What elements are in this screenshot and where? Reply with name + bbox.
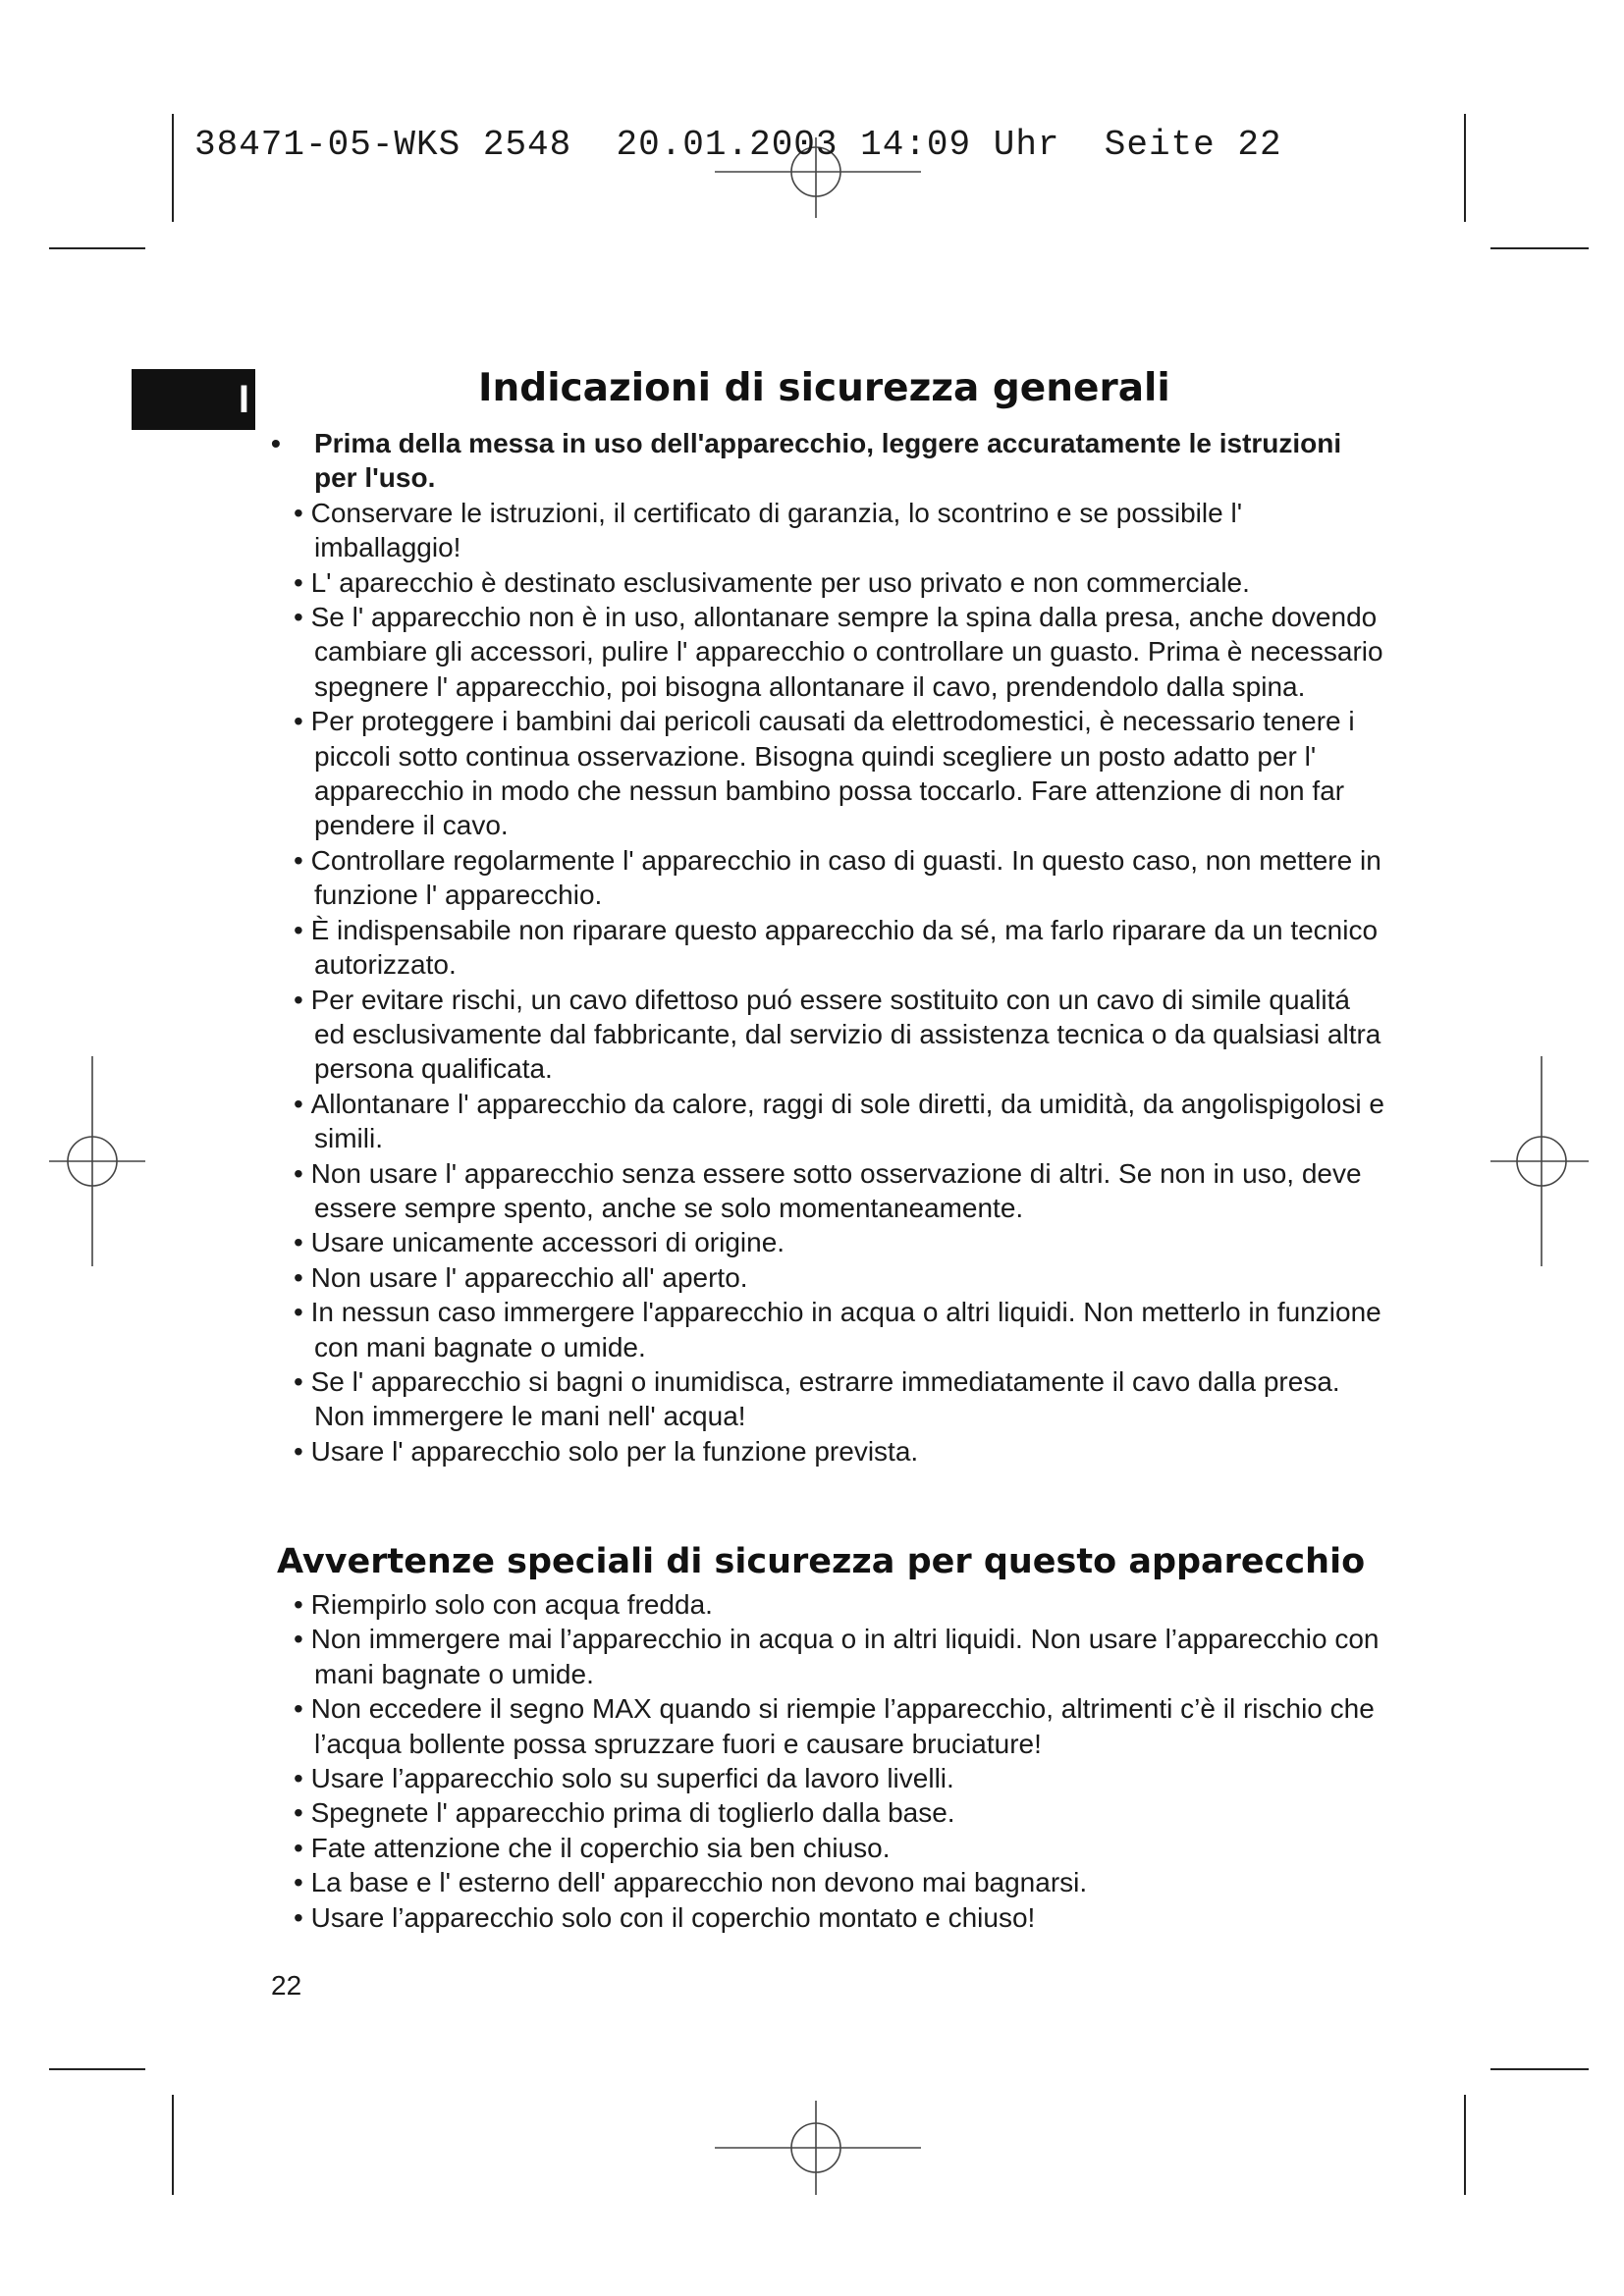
print-slug-header: 38471-05-WKS 2548 20.01.2003 14:09 Uhr Seite 22 (194, 125, 1282, 165)
list-item: • Per proteggere i bambini dai pericoli causati da elettrodomestici, è necessario tenere i piccoli sotto continua osservazione. Bisogna quindi scegliere un posto adatto per l' apparecchio in modo che nessun bambino possa toccarlo. Fare attenzione di non far pendere il cavo. (271, 704, 1386, 843)
list-item: • È indispensabile non riparare questo apparecchio da sé, ma farlo riparare da un tecnico autorizzato. (271, 913, 1386, 983)
registration-mark-right (1490, 1056, 1589, 1266)
section-title-special-warnings: Avvertenze speciali di sicurezza per questo apparecchio (277, 1542, 1366, 1581)
list-item: • Riempirlo solo con acqua fredda. (271, 1587, 1386, 1622)
list-item: • Usare unicamente accessori di origine. (271, 1225, 1386, 1259)
list-item: • Prima della messa in uso dell'apparecchio, leggere accuratamente le istruzioni per l'uso. (271, 426, 1386, 496)
list-item: • Conservare le istruzioni, il certificato di garanzia, lo scontrino e se possibile l' imballaggio! (271, 496, 1386, 565)
general-safety-list (271, 426, 1386, 1468)
list-item: • Allontanare l' apparecchio da calore, raggi di sole diretti, da umidità, da angolispigolosi e simili. (271, 1087, 1386, 1156)
list-item: • Usare l' apparecchio solo per la funzione prevista. (271, 1434, 1386, 1468)
list-item: • Se l' apparecchio non è in uso, allontanare sempre la spina dalla presa, anche dovendo cambiare gli accessori, pulire l' apparecchio o controllare un guasto. Prima è necessario spegnere l' apparecchio, poi bisogna allontanare il cavo, prendendolo dalla spina. (271, 600, 1386, 704)
registration-mark-left (49, 1056, 145, 1266)
list-item: • In nessun caso immergere l'apparecchio in acqua o altri liquidi. Non metterlo in funzione con mani bagnate o umide. (271, 1295, 1386, 1364)
list-item: • Se l' apparecchio si bagni o inumidisca, estrarre immediatamente il cavo dalla presa. Non immergere le mani nell' acqua! (271, 1364, 1386, 1434)
list-item: • Controllare regolarmente l' apparecchio in caso di guasti. In questo caso, non mettere in funzione l' apparecchio. (271, 843, 1386, 913)
section-title-general-safety: Indicazioni di sicurezza generali (478, 366, 1170, 410)
language-tab: I (132, 369, 255, 430)
list-item: • Per evitare rischi, un cavo difettoso puó essere sostituito con un cavo di simile qualitá ed esclusivamente dal fabbricante, dal servizio di assistenza tecnica o da qualsiasi altra persona qualificata. (271, 983, 1386, 1087)
special-warnings-list (271, 1587, 1386, 1935)
list-item: • Non eccedere il segno MAX quando si riempie l’apparecchio, altrimenti c’è il rischio che l’acqua bollente possa spruzzare fuori e causare bruciature! (271, 1691, 1386, 1761)
list-item: • Non immergere mai l’apparecchio in acqua o in altri liquidi. Non usare l’apparecchio con mani bagnate o umide. (271, 1622, 1386, 1691)
registration-mark-bottom (715, 2101, 921, 2195)
list-item: • Non usare l' apparecchio all' aperto. (271, 1260, 1386, 1295)
list-item: • Non usare l' apparecchio senza essere sotto osservazione di altri. Se non in uso, deve essere sempre spento, anche se solo momentaneamente. (271, 1156, 1386, 1226)
list-item: • Usare l’apparecchio solo su superfici da lavoro livelli. (271, 1761, 1386, 1795)
list-item: • L' aparecchio è destinato esclusivamente per uso privato e non commerciale. (271, 565, 1386, 600)
list-item: • Usare l’apparecchio solo con il coperchio montato e chiuso! (271, 1900, 1386, 1935)
list-item: • Spegnete l' apparecchio prima di toglierlo dalla base. (271, 1795, 1386, 1830)
list-item: • La base e l' esterno dell' apparecchio non devono mai bagnarsi. (271, 1865, 1386, 1899)
page-number: 22 (271, 1970, 302, 2001)
list-item: • Fate attenzione che il coperchio sia ben chiuso. (271, 1831, 1386, 1865)
